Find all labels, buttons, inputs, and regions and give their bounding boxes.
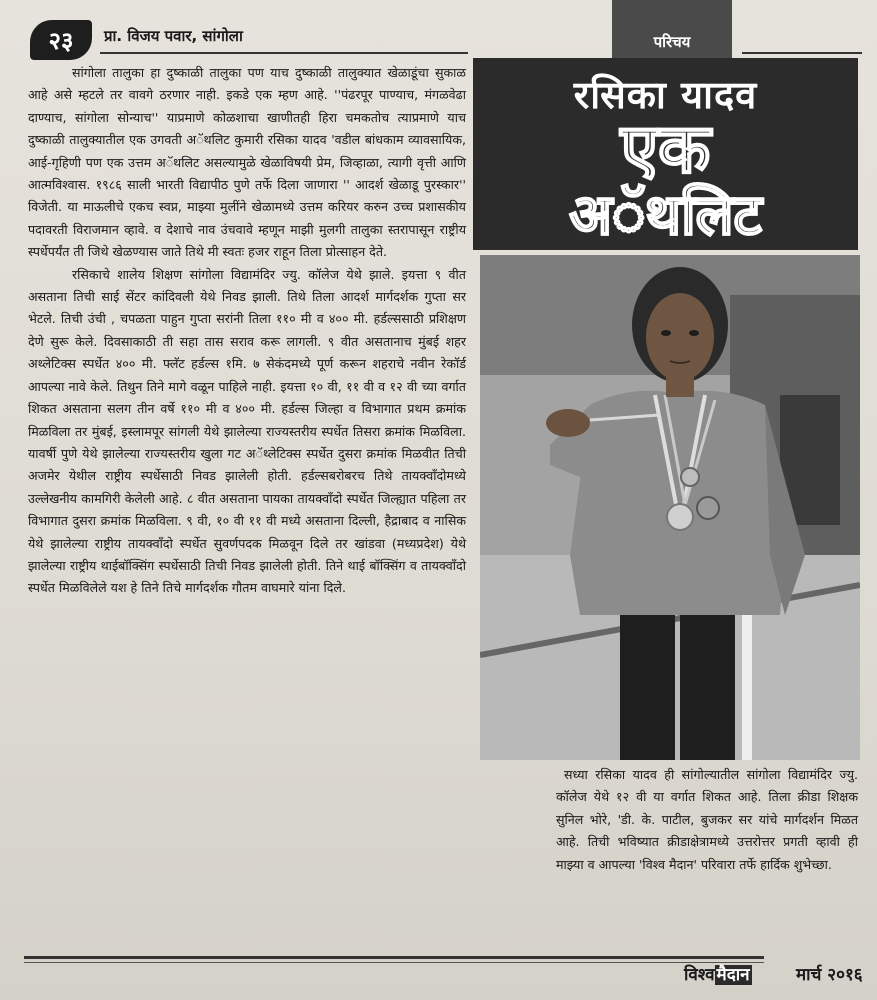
title-block	[473, 58, 858, 250]
footer-rule-thin	[24, 962, 764, 963]
athlete-photo	[480, 255, 860, 760]
magazine-logo-prefix: विश्व	[684, 965, 715, 985]
magazine-logo-bold: मैदान	[716, 965, 750, 985]
header-rule-right	[742, 52, 862, 54]
issue-date: मार्च २०१६	[796, 965, 863, 985]
author-byline: प्रा. विजय पवार, सांगोला	[104, 27, 243, 45]
article-body	[28, 62, 466, 600]
article-title-athlete: अॅथलिट	[569, 183, 762, 248]
body-paragraph-2: रसिकाचे शालेय शिक्षण सांगोला विद्यामंदिर ज्यु. कॉलेज येथे झाले. इयत्ता ९ वीत असताना तिची साई सेंटर कांदिवली येथे निवड झाली. तिथे तिला आदर्श मार्गदर्शक गुप्ता सर भेटले. तिची उंची , चपळता पाहुन गुप्ता सरांनी तिला ११० मी व ४०० मी. हर्डल्ससाठी प्रशिक्षण देणे सुरू केले. दिवसाकाठी ती सहा तास सराव करू लागली. ९ वीत असतानाच मुंबई शहर अथ्लेटिक्स स्पर्धेत ४०० मी. फ्लॅट हर्डल्स १मि. ७ सेकंदमध्ये पूर्ण करून शहराचे नवीन रेकॉर्ड आपल्या नावे केले. तिथुन तिने मागे वळून पाहिले नाही. इयत्ता १० वी, ११ वी व १२ वी च्या वर्गात शिकत असताना सलग तीन वर्षे ११० मी व ४०० मी. हर्डल्स जिल्हा व विभागात प्रथम क्रमांक मिळविला तर मुंबई, इस्लामपूर सांगली येथे झालेल्या राज्यस्तरीय स्पर्धेत तिसरा क्रमांक मिळविला. यावर्षी पुणे येथे झालेल्या राज्यस्तरीय खुला गट अॅथ्लेटिक्स स्पर्धेत दुसरा क्रमांक मिळवीत तिची अजमेर येथील राष्ट्रीय स्पर्धेसाठी निवड झालेली होती. हर्डल्सबरोबरच तिथे तायक्वाँदोमध्ये उल्लेखनीय कामगिरी केलेली आहे. ८ वीत असताना पायका तायक्वाँदो स्पर्धेत जिल्ह्यात पहिला तर विभागात दुसरा क्रमांक मिळविला. ९ वी, १० वी ११ वी मध्ये असताना दिल्ली, हैद्राबाद व नासिक येथे झालेल्या राष्ट्रीय तायक्वाँदो स्पर्धेत सुवर्णपदक मिळवून दिले तर खांडवा (मध्यप्रदेश) येथे झालेल्या राष्ट्रीय थाईबॉक्सिंग स्पर्धेसाठी तिची निवड झालेली होती. तिने थाई बॉक्सिंग व तायक्वाँदो स्पर्धेत मिळविलेले यश हे तिने तिचे मार्गदर्शक गौतम वाघमारे यांना दिले.	[28, 266, 466, 596]
header-rule	[100, 52, 468, 54]
magazine-logo	[684, 962, 752, 985]
article-title-name: रसिका यादव	[573, 73, 758, 117]
photo-caption	[556, 764, 858, 876]
footer-rule	[24, 956, 764, 959]
article-title-ek: एक	[620, 110, 711, 189]
caption-text: सध्या रसिका यादव ही सांगोल्यातील सांगोला विद्यामंदिर ज्यु. कॉलेज येथे १२ वी या वर्गात शिकत आहे. तिला क्रीडा शिक्षक सुनिल भोरे, 'डी. के. पाटील, बुजकर सर यांचे मार्गदर्शन मिळत आहे. तिची भविष्यात क्रीडाक्षेत्रामध्ये उत्तरोत्तर प्रगती व्हावी ही माझ्या व आपल्या 'विश्व मैदान' परिवारा तर्फे हार्दिक शुभेच्छा.	[556, 767, 858, 872]
section-tab: परिचय	[612, 0, 732, 58]
page-number-badge: २३	[30, 20, 92, 60]
athlete-photo-illustration	[480, 255, 860, 760]
body-paragraph-1: सांगोला तालुका हा दुष्काळी तालुका पण याच दुष्काळी तालुक्यात खेळाडूंचा सुकाळ आहे असे म्हटले तर वावगे ठरणार नाही. इकडे एक म्हण आहे. ''पंढरपूर पाण्याच, मंगळवेढा दाण्याच, सांगोला सोन्याच'' याप्रमाणे कोळशाचा खाणीतही हिरा चमकतोच त्याप्रमाणे याच दुष्काळी तालुक्यातील एक उगवती अॅथलिट कुमारी रसिका यादव 'वडील बांधकाम व्यावसायिक, आई-गृहिणी पण एक उत्तम अॅथलिट असल्यामुळे खेळाविषयी प्रेम, जिव्हाळा, त्यागी वृत्ती आणि आत्मविश्वास. १९८६ साली भारती विद्यापीठ पुणे तर्फे दिला जाणारा '' आदर्श खेळाडू पुरस्कार'' विजेती. या माऊलीचे एकच स्वप्न, माझ्या मुलींने खेळामध्ये उत्तम करियर करुन उच्च प्रशासकीय पदावरती विराजमान व्हावे. व देशाचे नाव उंचवावे म्हणून माझी मुलगी तालुका स्तरापासून राष्ट्रीय स्पर्धेपर्यंत ती जिथे खेळण्यास जाते तिथे मी स्वतः हजर राहून तिला प्रोत्साहन देते.	[28, 65, 466, 260]
